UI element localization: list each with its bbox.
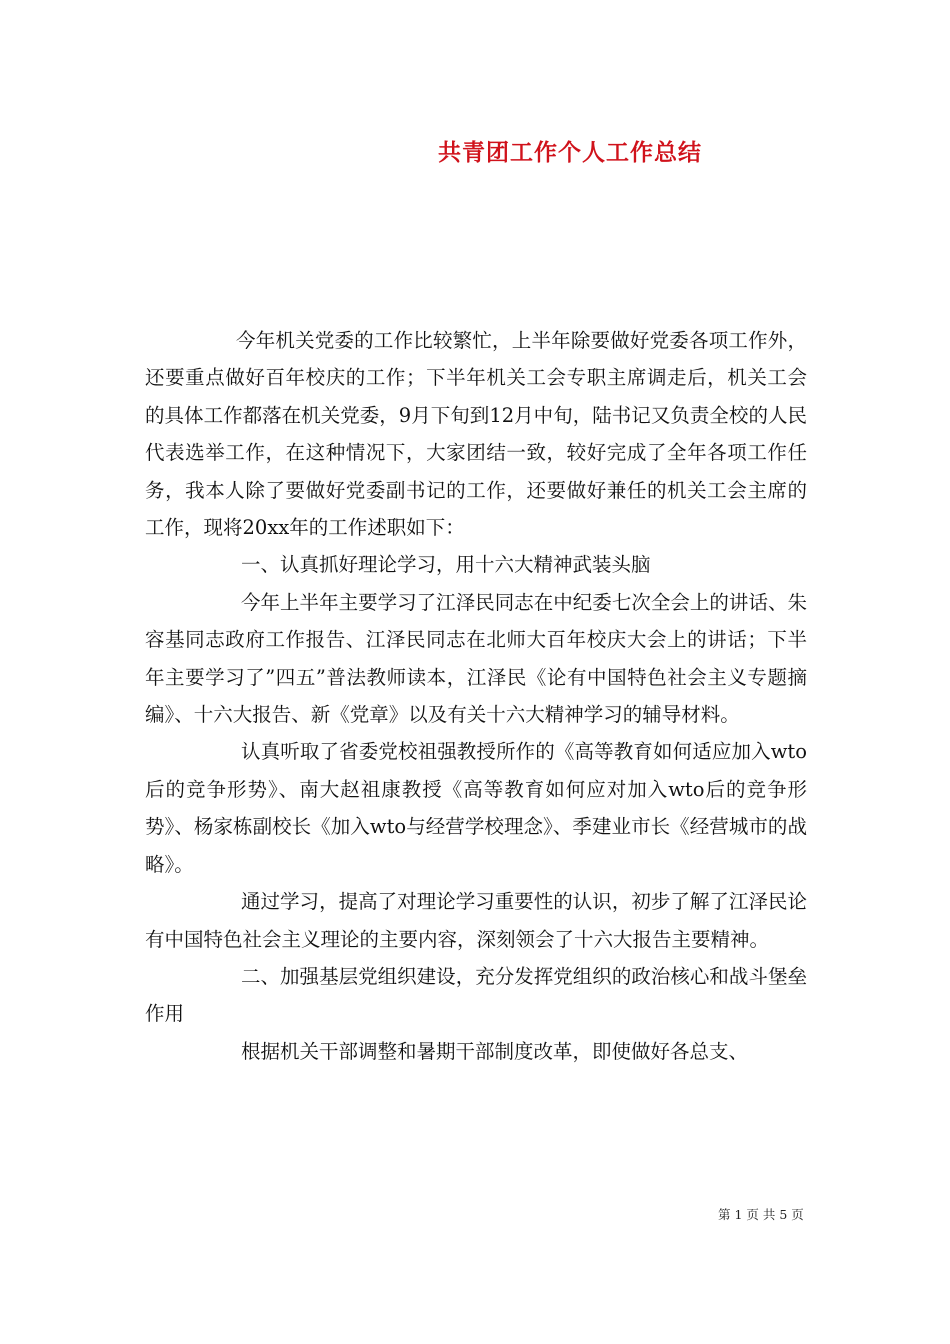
paragraph-study: 今年上半年主要学习了江泽民同志在中纪委七次全会上的讲话、朱容基同志政府工作报告、江泽民同志在北师大百年校庆大会上的讲话；下半年主要学习了”四五”普法教师读本，江泽民《论有中国特色社会主义专题摘编》、十六大报告、新《党章》以及有关十六大精神学习的辅导材料。	[145, 590, 807, 727]
paragraph-intro: 今年机关党委的工作比较繁忙，上半年除要做好党委各项工作外，还要重点做好百年校庆的工作；下半年机关工会专职主席调走后，机关工会的具体工作都落在机关党委，9月下旬到12月中旬，陆书记又负责全校的人民代表选举工作，在这种情况下，大家团结一致，较好完成了全年各项工作任务，我本人除了要做好党委副书记的工作，还要做好兼任的机关工会主席的工作，现将20xx年的工作述职如下：	[145, 329, 807, 540]
paragraph-outcome: 通过学习，提高了对理论学习重要性的认识，初步了解了江泽民论有中国特色社会主义理论的主要内容，深刻领会了十六大报告主要精神。	[145, 890, 807, 951]
document-body	[145, 322, 807, 1070]
section-heading-1: 一、认真抓好理论学习，用十六大精神武装头脑	[241, 553, 651, 577]
paragraph-lectures: 认真听取了省委党校祖强教授所作的《高等教育如何适应加入wto后的竞争形势》、南大赵祖康教授《高等教育如何应对加入wto后的竞争形势》、杨家栋副校长《加入wto与经营学校理念》、季建业市长《经营城市的战略》。	[145, 740, 807, 876]
page-number: 第 1 页 共 5 页	[718, 1207, 804, 1222]
section-heading-2: 二、加强基层党组织建设，充分发挥党组织的政治核心和战斗堡垒作用	[145, 964, 807, 1026]
paragraph-organization: 根据机关干部调整和暑期干部制度改革，即使做好各总支、	[241, 1039, 749, 1063]
document-title: 共青团工作个人工作总结	[438, 139, 702, 166]
